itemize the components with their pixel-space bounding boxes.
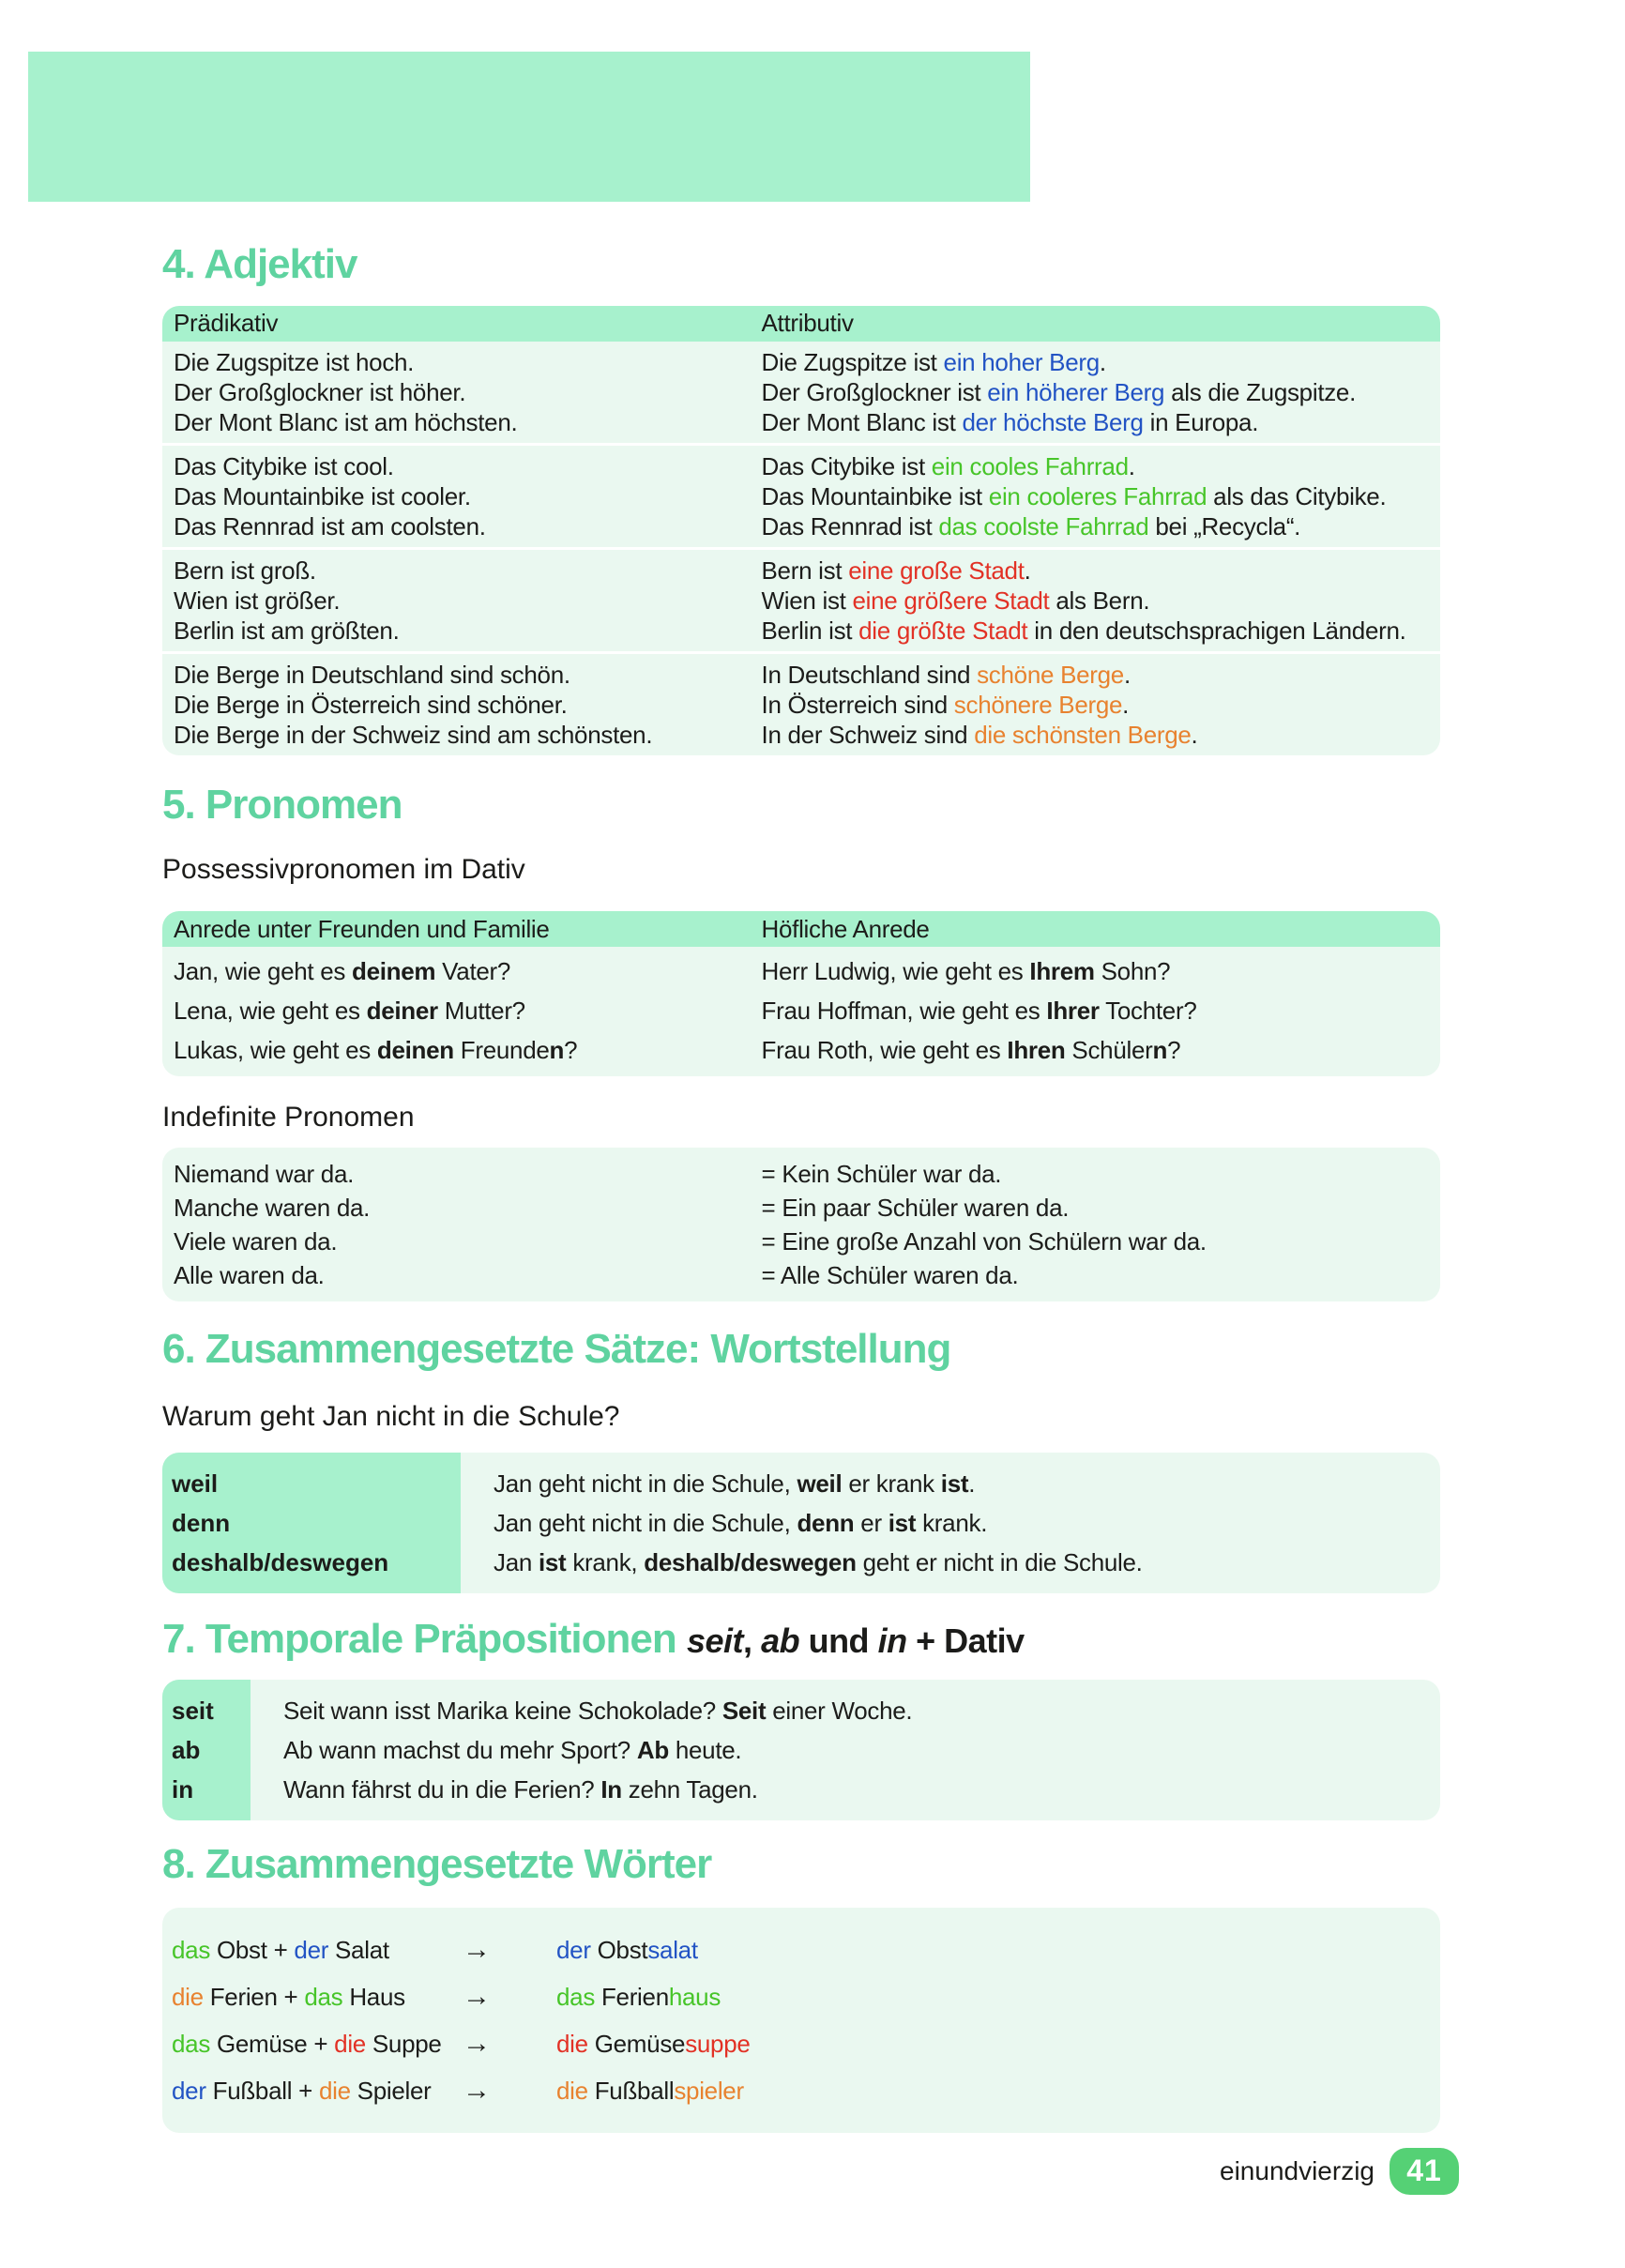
text-segment: . [968,1469,976,1498]
sentence-line [762,481,1440,511]
adjektiv-table-header [162,306,1440,342]
text-segment: der [294,1935,329,1964]
text-segment: Das Mountainbike ist [761,481,989,510]
text-segment: Ab wann machst du mehr Sport? [283,1736,637,1765]
text-segment: , [743,1621,762,1660]
sentence-line: Bern ist groß. [174,556,316,585]
text-segment: Tochter? [1099,997,1197,1026]
sentence-line [762,660,1440,690]
text-segment: Freunde [453,1036,550,1065]
praepositionen-label-column [162,1680,251,1820]
sentence-line: Berlin ist am größten. [174,616,400,645]
text-segment: ein cooles Fahrrad [931,451,1129,480]
text-segment: Lena, wie geht es [174,997,367,1026]
column-header-hoefliche-anrede: Höfliche Anrede [761,914,930,943]
komposita-table [162,1908,1440,2133]
text-segment: als das Citybike. [1207,481,1387,510]
indefinit-table [162,1148,1440,1301]
text-segment: in [877,1621,907,1660]
text-segment: ist [940,1469,969,1498]
text-segment: heute. [668,1736,742,1765]
text-segment: Suppe [365,2029,442,2058]
arrow-icon: → [463,1933,491,1965]
subtitle-possessivpronomen: Possessivpronomen im Dativ [162,854,525,886]
bedeutung-cell [751,1258,1440,1292]
example-question: Warum geht Jan nicht in die Schule? [162,1400,620,1432]
sentence-line: = Eine große Anzahl von Schülern war da. [761,1227,1207,1256]
adjektiv-row-group [162,654,1440,755]
text-segment: Das Citybike ist [761,451,932,480]
text-segment: Ihrem [1029,957,1095,986]
sentence-line [762,451,1440,481]
indefinit-table-body [162,1157,1440,1292]
bedeutung-cell [751,1191,1440,1225]
text-segment: er [854,1508,888,1537]
anrede-freunde-cell [162,991,751,1030]
kompositum-result [556,1926,1440,1973]
possessiv-table [162,911,1440,1076]
text-segment: das [304,1982,343,2011]
section-title-zusammengesetzte-woerter: 8. Zusammengesetzte Wörter [162,1841,712,1888]
sentence-line [174,1030,751,1070]
sentence-line: = Alle Schüler waren da. [761,1261,1019,1290]
text-segment: und [799,1621,878,1660]
text-segment: In Österreich sind [761,690,954,719]
sentence-line: Der Mont Blanc ist am höchsten. [174,407,518,436]
kompositum-result [556,2020,1440,2067]
text-segment: das [172,2029,211,2058]
column-header-anrede-freunde: Anrede unter Freunden und Familie [174,914,550,943]
text-segment: als die Zugspitze. [1164,377,1357,406]
column-header-attributiv: Attributiv [761,309,854,338]
section7-title-green: 7. Temporale Präpositionen [162,1615,676,1662]
text-segment: Haus [342,1982,405,2011]
page-number-word: einundvierzig [1220,2155,1374,2185]
text-segment: n [1152,1036,1168,1065]
text-segment: schöne Berge [977,660,1124,689]
indefinit-row [162,1225,1440,1258]
text-segment: In der Schweiz sind [761,720,975,749]
text-segment: der [172,2076,206,2105]
section-title-adjektiv: 4. Adjektiv [162,241,357,287]
conjunction-label: seit [172,1697,214,1726]
arrow-icon: → [463,2027,491,2059]
sentence-line [762,556,1440,586]
page-content [162,202,1440,2195]
text-segment: deinem [352,957,436,986]
indefinit-row [162,1258,1440,1292]
text-segment: Ab [636,1736,669,1765]
text-segment: Gemüse + [210,2029,335,2058]
sentence-line: Das Citybike ist cool. [174,451,394,480]
praedikativ-cell [162,556,751,646]
kompositum-row [172,1926,1440,1973]
sentence-line [762,951,1440,991]
sentence-line [762,347,1440,377]
adjektiv-row-group [162,446,1440,547]
text-segment: Obst [590,1935,648,1964]
kompositum-row [172,2067,1440,2114]
attributiv-cell [751,660,1440,750]
section-title-wortstellung: 6. Zusammengesetzte Sätze: Wortstellung [162,1326,951,1373]
text-segment: suppe [685,2029,751,2058]
hoefliche-anrede-cell [751,1030,1440,1070]
conjunction-label: in [172,1775,194,1804]
text-segment: haus [668,1982,721,2011]
possessiv-row [162,1030,1440,1070]
text-segment: + Dativ [906,1621,1025,1660]
bedeutung-cell [751,1225,1440,1258]
text-segment: In Deutschland sind [761,660,978,689]
text-segment: Wann fährst du in die Ferien? [283,1775,601,1804]
sentence-line [494,1464,1440,1503]
sentence-line: Die Zugspitze ist hoch. [174,347,415,376]
text-segment: salat [647,1935,698,1964]
sentence-line [494,1503,1440,1543]
text-segment: Bern ist [761,556,849,585]
text-segment: Jan, wie geht es [174,957,353,986]
pronomen-cell [162,1157,751,1191]
possessiv-row [162,991,1440,1030]
text-segment: er krank [842,1469,941,1498]
text-segment: in den deutschsprachigen Ländern. [1027,616,1406,645]
column-header-praedikativ: Prädikativ [174,309,279,338]
indefinit-row [162,1157,1440,1191]
text-segment: die [334,2029,366,2058]
text-segment: spieler [674,2076,744,2105]
text-segment: der höchste Berg [962,407,1144,436]
praedikativ-cell [162,347,751,437]
sentence-line: Manche waren da. [174,1194,371,1223]
text-segment: ab [761,1621,800,1660]
sentence-line [283,1770,1440,1809]
text-segment: ein höherer Berg [987,377,1165,406]
kompositum-row [172,2020,1440,2067]
sentence-line: Die Berge in der Schweiz sind am schönsten. [174,720,653,749]
text-segment: . [1122,690,1130,719]
text-segment: Die Zugspitze ist [761,347,944,376]
kompositum-row [172,1973,1440,2020]
possessiv-table-header [162,911,1440,947]
sentence-line [762,616,1440,646]
text-segment: Seit wann isst Marika keine Schokolade? [283,1697,722,1726]
text-segment: . [1123,660,1131,689]
sentence-line: Alle waren da. [174,1261,325,1290]
attributiv-cell [751,556,1440,646]
sentence-line: Viele waren da. [174,1227,338,1256]
text-segment: schönere Berge [953,690,1123,719]
section7-title-black [687,1621,1025,1660]
kompositum-parts [172,2067,463,2114]
sentence-line: Wien ist größer. [174,586,341,615]
section-title-praepositionen [162,1616,1440,1664]
praepositionen-text-column [251,1680,1440,1820]
text-segment: eine größere Stadt [852,586,1050,615]
sentence-line [762,1030,1440,1070]
text-segment: Frau Hoffman, wie geht es [761,997,1047,1026]
hoefliche-anrede-cell [751,951,1440,991]
text-segment: Ihren [1007,1036,1066,1065]
sentence-line: Das Rennrad ist am coolsten. [174,511,486,540]
text-segment: als Bern. [1049,586,1150,615]
pronomen-cell [162,1258,751,1292]
anrede-freunde-cell [162,951,751,991]
kompositum-result [556,2067,1440,2114]
sentence-line [762,690,1440,720]
text-segment: deiner [366,997,438,1026]
kompositum-result [556,1973,1440,2020]
text-segment: Berlin ist [761,616,859,645]
text-segment: Lukas, wie geht es [174,1036,377,1065]
sentence-line [762,377,1440,407]
top-band [28,52,1030,202]
text-segment: krank, [566,1547,645,1576]
sentence-line [762,407,1440,437]
text-segment: Frau Roth, wie geht es [761,1036,1008,1065]
anrede-freunde-cell [162,1030,751,1070]
text-segment: bei „Recycla“. [1148,511,1301,540]
sentence-line [174,951,751,991]
pronomen-cell [162,1191,751,1225]
text-segment: ist [538,1547,567,1576]
sentence-line [174,991,751,1030]
text-segment: Ferien + [203,1982,305,2011]
text-segment: . [1128,451,1135,480]
text-segment: krank. [916,1508,988,1537]
attributiv-cell [751,451,1440,541]
text-segment: das coolste Fahrrad [938,511,1149,540]
text-segment: die [318,2076,351,2105]
kompositum-parts [172,2020,463,2067]
sentence-line: = Kein Schüler war da. [761,1160,1002,1189]
sentence-line [494,1543,1440,1582]
conjunction-label: denn [172,1508,231,1537]
sentence-line: = Ein paar Schüler waren da. [761,1194,1070,1223]
text-segment: . [1191,720,1198,749]
text-segment: die schönsten Berge [974,720,1192,749]
adjektiv-table [162,306,1440,755]
text-segment: Wien ist [761,586,853,615]
conjunction-label: weil [172,1469,219,1498]
text-segment: geht er nicht in die Schule. [856,1547,1143,1576]
text-segment: das [172,1935,211,1964]
sentence-line: Die Berge in Deutschland sind schön. [174,660,570,689]
sentence-line: Das Mountainbike ist cooler. [174,481,471,510]
arrow-icon: → [463,1980,491,2012]
text-segment: zehn Tagen. [621,1775,758,1804]
sentence-line [762,511,1440,541]
text-segment: Salat [328,1935,389,1964]
text-segment: ist [888,1508,917,1537]
kompositum-parts [172,1926,463,1973]
text-segment: ein hoher Berg [943,347,1100,376]
kompositum-parts [172,1973,463,2020]
text-segment: deshalb/deswegen [644,1547,857,1576]
sentence-line [283,1691,1440,1730]
sentence-line: Niemand war da. [174,1160,355,1189]
text-segment: Jan geht nicht in die Schule, [494,1508,797,1537]
pronomen-cell [162,1225,751,1258]
text-segment: der [556,1935,591,1964]
text-segment: einer Woche. [766,1697,913,1726]
text-segment: Das Rennrad ist [761,511,939,540]
attributiv-cell [751,347,1440,437]
text-segment: Seit [721,1697,767,1726]
arrow-icon: → [463,2074,491,2106]
text-segment: in Europa. [1143,407,1259,436]
hoefliche-anrede-cell [751,991,1440,1030]
text-segment: die [556,2029,588,2058]
text-segment: die [556,2076,588,2105]
subtitle-indefinite-pronomen: Indefinite Pronomen [162,1102,415,1134]
text-segment: weil [797,1469,843,1498]
text-segment: Gemüse [587,2029,686,2058]
sentence-line [762,720,1440,750]
text-segment: . [1024,556,1031,585]
conjunction-label: ab [172,1736,201,1765]
text-segment: denn [797,1508,855,1537]
text-segment: ? [564,1036,578,1065]
text-segment: Herr Ludwig, wie geht es [761,957,1030,986]
page-footer [162,2148,1459,2195]
sentence-line [762,991,1440,1030]
text-segment: ein cooleres Fahrrad [988,481,1207,510]
bedeutung-cell [751,1157,1440,1191]
text-segment: Der Großglockner ist [761,377,988,406]
text-segment: n [549,1036,565,1065]
text-segment: Jan geht nicht in die Schule, [494,1469,797,1498]
section-title-pronomen: 5. Pronomen [162,781,402,828]
praepositionen-table [162,1680,1440,1820]
sentence-line: Der Großglockner ist höher. [174,377,466,406]
text-segment: Mutter? [437,997,525,1026]
conjunction-label: deshalb/deswegen [172,1547,389,1576]
text-segment: . [1099,347,1106,376]
text-segment: ? [1167,1036,1181,1065]
text-segment: deinen [376,1036,454,1065]
text-segment: das [556,1982,596,2011]
text-segment: Schüler [1065,1036,1153,1065]
konjunktionen-text-column [461,1453,1440,1593]
praedikativ-cell [162,660,751,750]
text-segment: seit [687,1621,744,1660]
text-segment: die [172,1982,204,2011]
sentence-line [283,1730,1440,1770]
text-segment: eine große Stadt [848,556,1025,585]
text-segment: Ferien [595,1982,669,2011]
text-segment: Vater? [435,957,511,986]
konjunktionen-table [162,1453,1440,1593]
konjunktionen-label-column [162,1453,461,1593]
adjektiv-row-group [162,550,1440,651]
text-segment: Spieler [350,2076,432,2105]
adjektiv-table-body [162,342,1440,755]
text-segment: die größte Stadt [858,616,1028,645]
text-segment: Jan [494,1547,539,1576]
praedikativ-cell [162,451,751,541]
page-number-badge: 41 [1390,2148,1459,2195]
possessiv-row [162,951,1440,991]
text-segment: Fußball [587,2076,675,2105]
adjektiv-row-group [162,342,1440,443]
text-segment: Der Mont Blanc ist [761,407,963,436]
text-segment: In [600,1775,622,1804]
text-segment: Obst + [210,1935,295,1964]
possessiv-table-body [162,947,1440,1076]
sentence-line [762,586,1440,616]
text-segment: Ihrer [1046,997,1100,1026]
indefinit-row [162,1191,1440,1225]
text-segment: Sohn? [1094,957,1171,986]
text-segment: Fußball + [205,2076,319,2105]
sentence-line: Die Berge in Österreich sind schöner. [174,690,568,719]
